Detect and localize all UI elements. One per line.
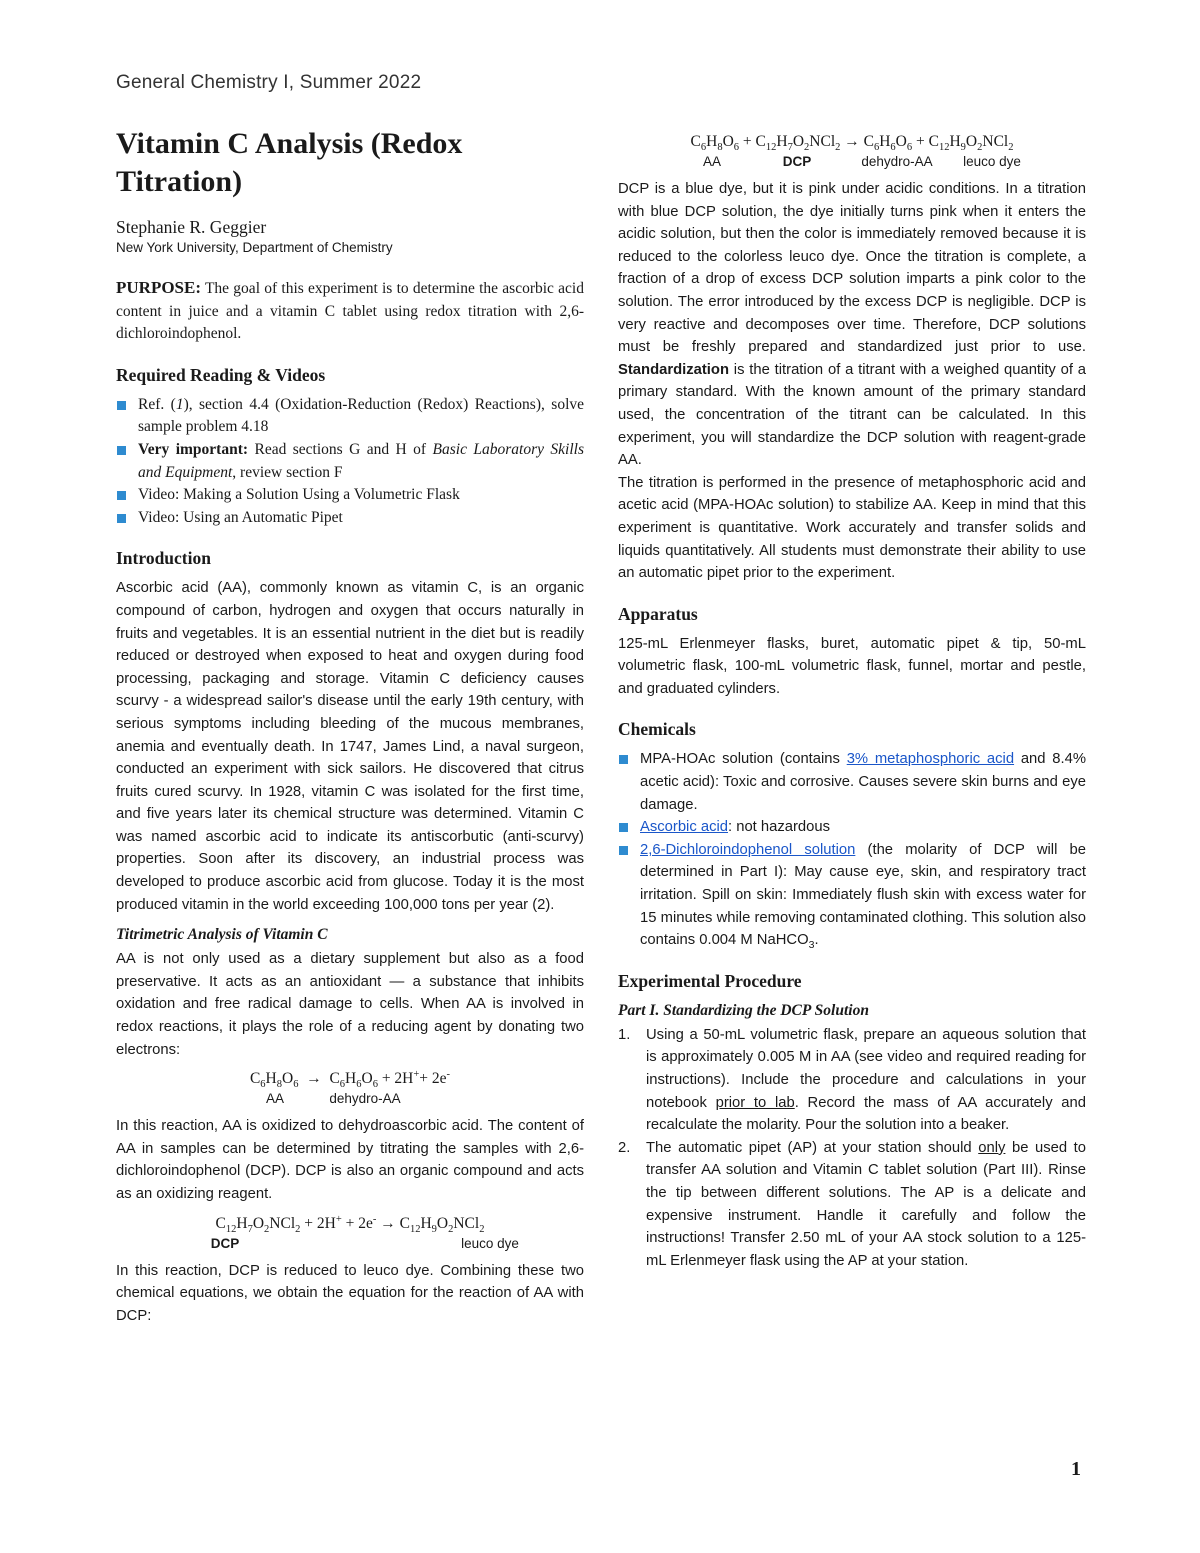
apparatus-text: 125-mL Erlenmeyer flasks, buret, automatic pipet & tip, 50-mL volumetric flask, 100-mL volumetric flask, funnel, mortar and pestle, and graduated cylinders. (618, 635, 1086, 697)
square-bullet-icon (117, 446, 126, 455)
titrimetric-paragraph-2: In this reaction, AA is oxidized to dehydroascorbic acid. The content of AA in samples can be determined by titrating the samples with 2,6-dichloroindophenol (DCP). DCP is also an organic compound and acts as an oxidizing reagent. (116, 1118, 584, 1202)
author-name: Stephanie R. Geggier (116, 217, 267, 237)
titrimetric-heading: Titrimetric Analysis of Vitamin C (116, 926, 328, 944)
equation-label: leuco dye (963, 154, 1021, 169)
apparatus-heading: Apparatus (618, 603, 698, 624)
author-affiliation: New York University, Department of Chemistry (116, 240, 393, 255)
right-column (618, 132, 1086, 1272)
introduction-paragraph: Ascorbic acid (AA), commonly known as vitamin C, is an organic compound of carbon, hydrogen and oxygen that occurs naturally in fruits and vegetables. It is an essential nutrient in the diet but is readily reduced or destroyed when exposed to heat and oxygen during food processing, packaging and storage. Vitamin C deficiency causes scurvy - a widespread sailor's disease until the early 19th century, with serious symptoms including bleeding of the mucous membranes, anemia and eventually death. In 1747, James Lind, a naval surgeon, conducted an experiment with sick sailors. He discovered that citrus fruits cured scurvy. In 1928, vitamin C was isolated for the first time, and five years later its chemical structure was determined. Vitamin C was named ascorbic acid to indicate its antiscorbutic (anti-scurvy) properties. Soon after its discovery, an industrial process was developed to produce ascorbic acid from glucose. Today it is the most produced vitamin in the world exceeding 100,000 tons per year (2). (116, 580, 584, 913)
equation-combined: $C_6H_8O_6 + C_{12}H_7O_2NCl_2 \to C_6H_6O_6 + C_{12}H_9O_2NCl_2$ AA DCP dehydro-AA leuco dye (618, 132, 1086, 172)
square-bullet-icon (619, 823, 628, 832)
list-item: 2,6-Dichloroindophenol solution (the molarity of DCP will be determined in Part I): May cause eye, skin, and respiratory tract irritation. Spill on skin: Immediately flush skin with excess water for 15 minutes while removing contaminated clothing. This solution also contains 0.004 M NaHCO$_3$. (618, 839, 1086, 952)
purpose-label: PURPOSE: (116, 278, 201, 297)
list-item: Ascorbic acid: not hazardous (618, 816, 1086, 839)
equation-label: DCP (782, 154, 812, 169)
equation-label: AA (702, 154, 721, 169)
equation-label: dehydro-AA (861, 154, 933, 169)
equation-aa-oxidation: $C_6H_8O_6 \to C_6H_6O_6 + 2H^++ 2e^-$ AA dehydro-AA (116, 1069, 584, 1109)
list-item: Very important: Read sections G and H of Basic Laboratory Skills and Equipment, review section F (116, 439, 584, 484)
required-reading-heading: Required Reading & Videos (116, 364, 326, 385)
dcp-paragraph: DCP is a blue dye, but it is pink under acidic conditions. In a titration with blue DCP solution, the dye initially turns pink when it enters the acidic solution, but then the color is immediately removed because it is reduced to the colorless leuco dye. Once the titration is complete, a fraction of a drop of excess DCP solution imparts a pink color to the solution. The error introduced by the excess DCP is negligible. DCP is very reactive and decomposes over time. Therefore, DCP solutions must be freshly prepared and standardized just prior to use. Standardization is the titration of a titrant with a weighed quantity of a primary standard. With the known amount of the primary standard used, the concentration of the titrant can be calculated. In this experiment, you will standardize the DCP solution with reagent-grade AA. (618, 181, 1086, 469)
titrimetric-paragraph-1: AA is not only used as a dietary supplement but also as a food preservative. It acts as an antioxidant — a substance that inhibits oxidation and free radical damage to cells. When AA is involved in redox reactions, it plays the role of a reducing agent by donating two electrons: (116, 951, 584, 1058)
mpa-paragraph: The titration is performed in the presence of metaphosphoric acid and acetic acid (MPA-HOAc solution) to stabilize AA. Keep in mind that this experiment is quantitative. Work accurately and transfer solids and liquids quantitatively. All students must demonstrate their ability to use an automatic pipet prior to the experiment. (618, 474, 1086, 582)
list-item: Ref. (1), section 4.4 (Oxidation-Reduction (Redox) Reactions), solve sample problem 4.18 (116, 394, 584, 439)
equation-dcp-reduction: $C_{12}H_7O_2NCl_2 + 2H^+ + 2e^- \to C_{12}H_9O_2NCl_2$ DCP leuco dye (116, 1214, 584, 1254)
part1-heading: Part I. Standardizing the DCP Solution (618, 1001, 869, 1019)
square-bullet-icon (117, 514, 126, 523)
list-item: 2. The automatic pipet (AP) at your station should only be used to transfer AA solution and Vitamin C tablet solution (Part III). Rinse the tip between different solutions. The AP is a delicate and expensive instrument. Handle it carefully and follow the instructions! Transfer 2.50 mL of your AA stock solution to a 125-mL Erlenmeyer flask using the AP at your station. (618, 1139, 1086, 1269)
purpose-text: The goal of this experiment is to determine the ascorbic acid content in juice and a vitamin C tablet using redox titration with 2,6-dichloroindophenol. (116, 280, 584, 343)
ascorbic-acid-link[interactable]: Ascorbic acid (640, 819, 728, 836)
chemicals-heading: Chemicals (618, 719, 696, 740)
required-reading-list (116, 394, 584, 530)
square-bullet-icon (117, 491, 126, 500)
square-bullet-icon (619, 755, 628, 764)
square-bullet-icon (619, 846, 628, 855)
equation-label: DCP (210, 1235, 240, 1251)
equation-label: dehydro-AA (329, 1091, 401, 1107)
left-column (116, 125, 584, 1327)
procedure-steps (618, 1024, 1086, 1273)
procedure-heading: Experimental Procedure (618, 970, 802, 991)
metaphosphoric-acid-link[interactable]: 3% metaphosphoric acid (846, 751, 1015, 768)
equation-label: AA (265, 1091, 284, 1107)
chemicals-list (618, 748, 1086, 951)
list-item: Video: Making a Solution Using a Volumetric Flask (116, 484, 584, 507)
running-header: General Chemistry I, Summer 2022 (116, 72, 422, 93)
square-bullet-icon (117, 401, 126, 410)
equation-label: leuco dye (461, 1235, 519, 1251)
standardization-term: Standardization (618, 361, 729, 378)
purpose-paragraph (116, 277, 584, 346)
list-item: 1. Using a 50-mL volumetric flask, prepare an aqueous solution that is approximately 0.005 M in AA (see video and required reading for instructions). Include the procedure and calculations in your notebook prior to lab. Record the mass of AA accurately and recalculate the molarity. Pour the solution into a beaker. (618, 1026, 1086, 1134)
document-title: Vitamin C Analysis (Redox Titration) (116, 127, 463, 198)
titrimetric-paragraph-3: In this reaction, DCP is reduced to leuco dye. Combining these two chemical equations, we obtain the equation for the reaction of AA with DCP: (116, 1262, 584, 1324)
list-item: Video: Using an Automatic Pipet (116, 507, 584, 530)
list-item: MPA-HOAc solution (contains 3% metaphosphoric acid and 8.4% acetic acid): Toxic and corrosive. Causes severe skin burns and eye damage. (618, 748, 1086, 816)
introduction-heading: Introduction (116, 548, 211, 569)
dcp-solution-link[interactable]: 2,6-Dichloroindophenol solution (640, 841, 856, 858)
page-number: 1 (1071, 1458, 1081, 1480)
